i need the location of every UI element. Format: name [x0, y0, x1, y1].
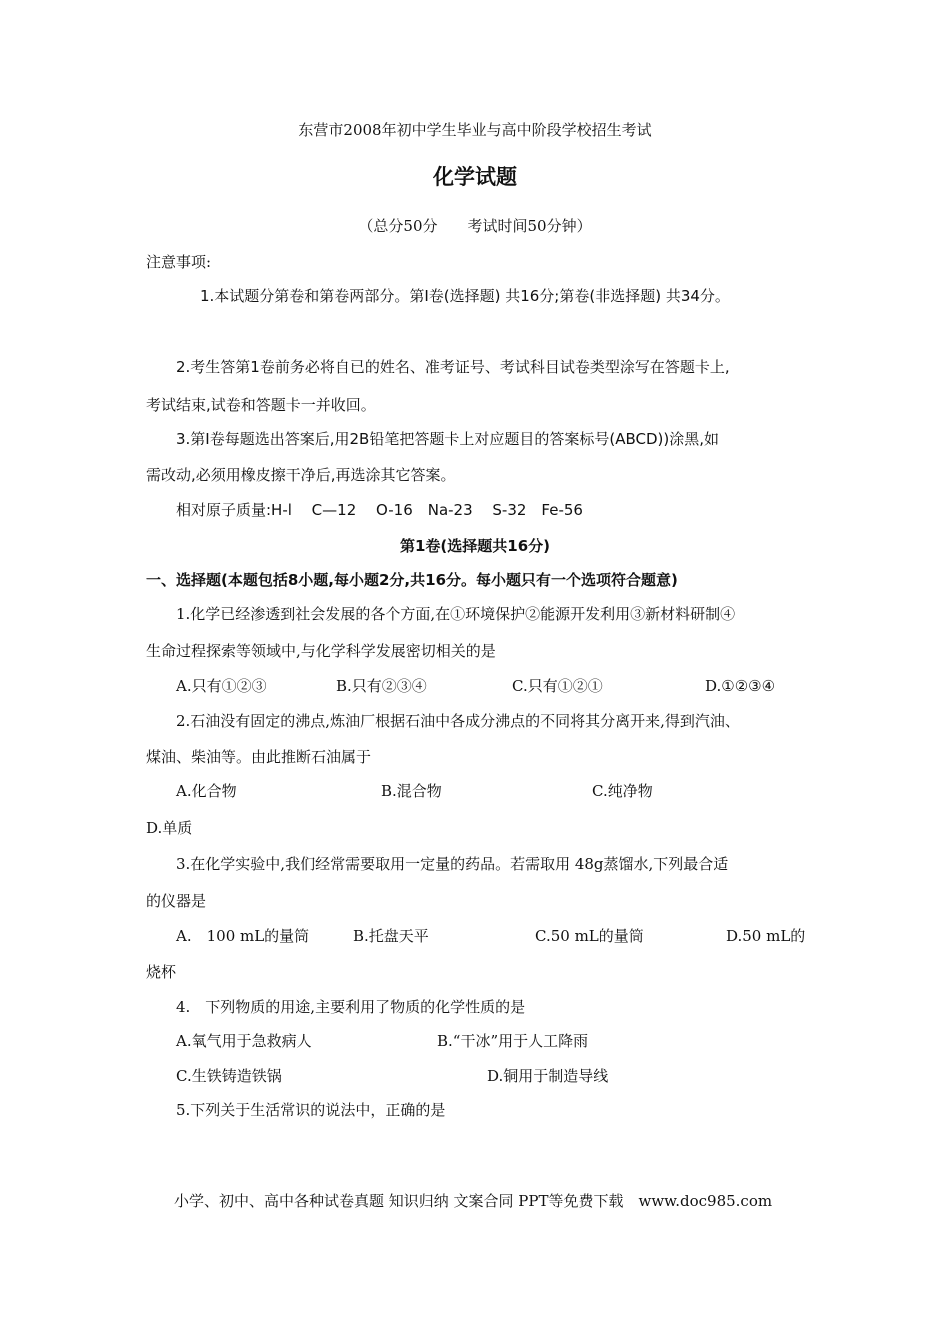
- q4-option-c: C.生铁铸造铁锅: [176, 1067, 282, 1085]
- q4-option-b: B.“干冰”用于人工降雨: [437, 1032, 589, 1050]
- q2-line-2: 煤油、柴油等。由此推断石油属于: [146, 748, 372, 766]
- note-2-line-2: 考试结束,试卷和答题卡一并收回。: [146, 396, 376, 414]
- q3-option-d: D.50 mL的: [726, 927, 806, 945]
- q1-option-c: C.只有①②①: [512, 677, 603, 695]
- q5-line-1: 5.下列关于生活常识的说法中，正确的是: [176, 1101, 446, 1119]
- q4-line-1: 4. 下列物质的用途,主要利用了物质的化学性质的是: [176, 998, 526, 1016]
- q2-option-d: D.单质: [146, 819, 193, 837]
- q4-option-a: A.氧气用于急救病人: [176, 1032, 312, 1050]
- atomic-masses: 相对原子质量:H-l C—12 O-16 Na-23 S-32 Fe-56: [176, 501, 583, 519]
- q1-line-1: 1.化学已经渗透到社会发展的各个方面,在①环境保护②能源开发利用③新材料研制④: [176, 605, 736, 623]
- page-title: 化学试题: [433, 165, 517, 189]
- q3-line-2: 的仪器是: [146, 892, 207, 910]
- q2-option-a: A.化合物: [176, 782, 237, 800]
- q1-line-2: 生命过程探索等领域中,与化学科学发展密切相关的是: [146, 642, 496, 660]
- section-heading: 第1卷(选择题共16分): [399, 537, 551, 555]
- exam-name: 东营市2008年初中学生毕业与高中阶段学校招生考试: [298, 121, 652, 139]
- part-title: 一、选择题(本题包括8小题,每小题2分,共16分。每小题只有一个选项符合题意): [146, 571, 678, 589]
- q1-option-b: B.只有②③④: [336, 677, 427, 695]
- q2-option-c: C.纯净物: [592, 782, 653, 800]
- q4-option-d: D.铜用于制造导线: [487, 1067, 609, 1085]
- exam-meta: （总分50分 考试时间50分钟）: [358, 217, 592, 235]
- note-2-line-1: 2.考生答第1卷前务必将自已的姓名、准考证号、考试科目试卷类型涂写在答题卡上,: [176, 358, 730, 376]
- q3-option-a: A. 100 mL的量筒: [176, 927, 310, 945]
- q1-option-d: D.①②③④: [705, 677, 776, 695]
- notes-heading: 注意事项:: [146, 253, 212, 271]
- note-3-line-2: 需改动,必须用橡皮擦干净后,再选涂其它答案。: [146, 466, 456, 484]
- q2-option-b: B.混合物: [381, 782, 442, 800]
- note-1: 1.本试题分第卷和第卷两部分。第Ⅰ卷(选择题) 共16分;第卷(非选择题) 共34分。: [200, 287, 730, 305]
- q3-option-c: C.50 mL的量筒: [535, 927, 644, 945]
- q3-line-1: 3.在化学实验中,我们经常需要取用一定量的药品。若需取用 48g蒸馏水,下列最合适: [176, 855, 729, 873]
- page-footer: 小学、初中、高中各种试卷真题 知识归纳 文案合同 PPT等免费下载 www.doc985.com: [174, 1192, 773, 1210]
- note-3-line-1: 3.第Ⅰ卷每题选出答案后,用2B铅笔把答题卡上对应题目的答案标号(ABCD))涂黑,如: [176, 430, 719, 448]
- q2-line-1: 2.石油没有固定的沸点,炼油厂根据石油中各成分沸点的不同将其分离开来,得到汽油、: [176, 712, 740, 730]
- q3-option-b: B.托盘天平: [353, 927, 429, 945]
- q3-option-d-continued: 烧杯: [146, 963, 177, 981]
- q1-option-a: A.只有①②③: [176, 677, 267, 695]
